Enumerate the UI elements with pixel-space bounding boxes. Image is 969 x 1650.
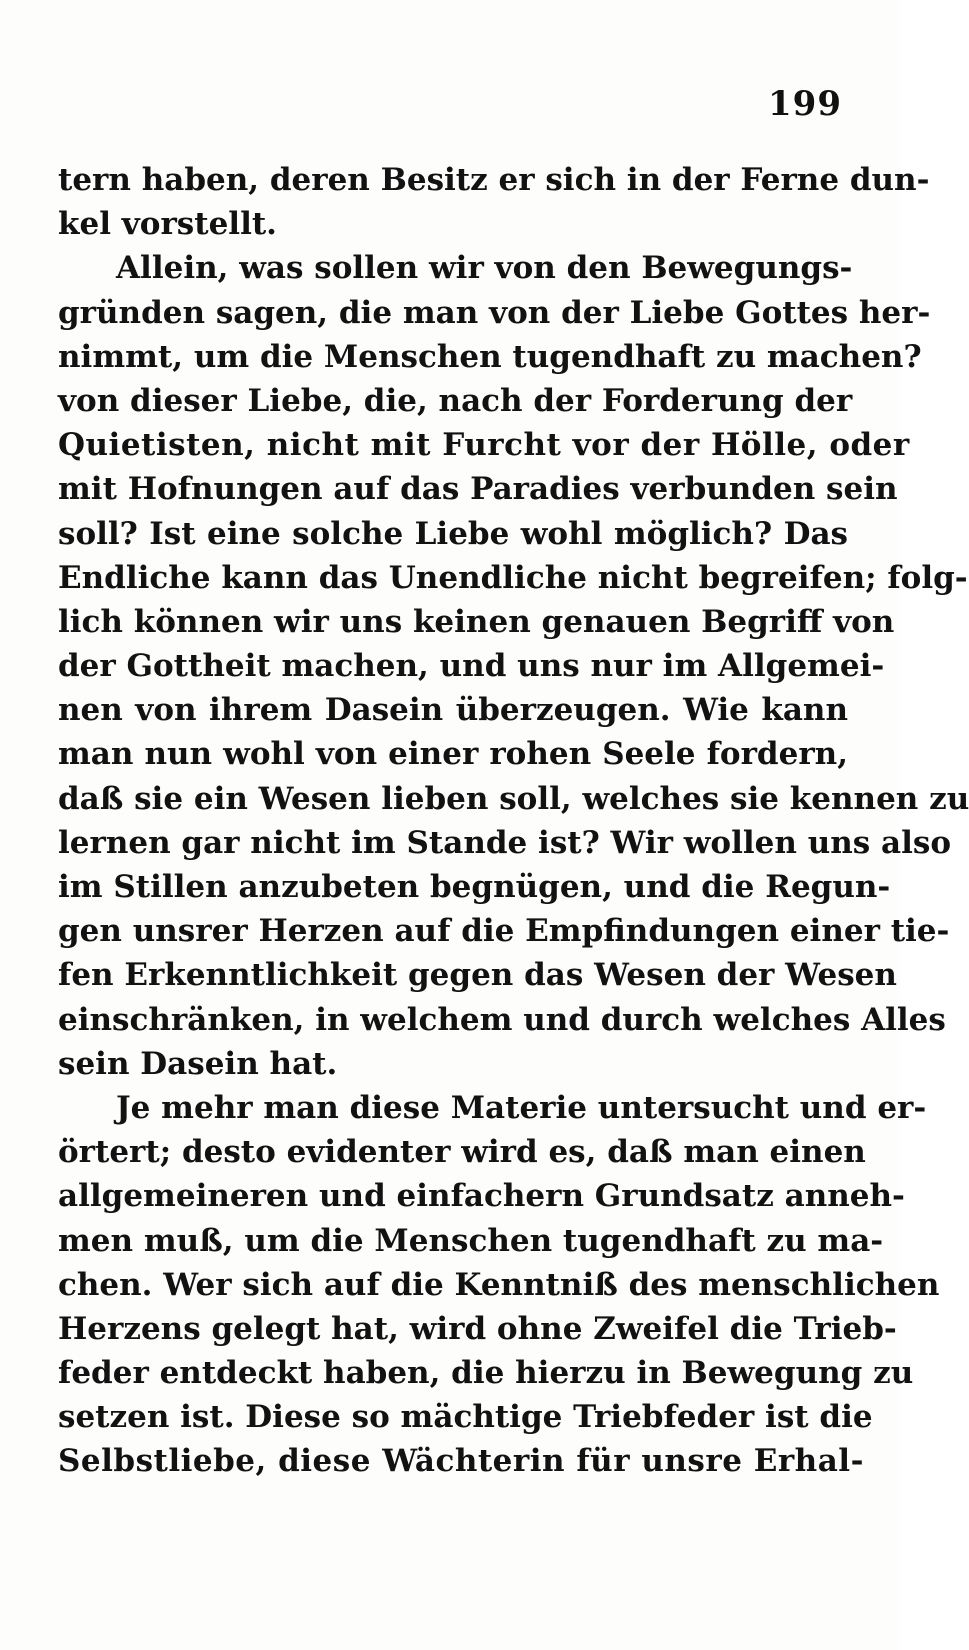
paragraph-start-line: Je mehr man diese Materie untersucht und er- xyxy=(116,1089,927,1126)
text-line: örtert; desto evidenter wird es, daß man einen xyxy=(58,1134,866,1171)
text-line: chen. Wer sich auf die Kenntniß des menschlichen xyxy=(58,1266,940,1303)
text-line: man nun wohl von einer rohen Seele fordern, xyxy=(58,736,848,773)
body-text xyxy=(58,158,969,1484)
text-line: im Stillen anzubeten begnügen, und die Regun- xyxy=(58,869,891,905)
text-line: daß sie ein Wesen lieben soll, welches sie kennen zu xyxy=(58,780,969,817)
paragraph-start-line: Allein, was sollen wir von den Bewegungs- xyxy=(116,250,853,287)
text-line: einschränken, in welchem und durch welches Alles xyxy=(58,1001,946,1038)
text-line: der Gottheit machen, und uns nur im Allgemei- xyxy=(58,648,885,685)
text-line: fen Erkenntlichkeit gegen das Wesen der Wesen xyxy=(58,957,897,994)
text-line: mit Hofnungen auf das Paradies verbunden sein xyxy=(58,471,898,508)
text-line: sein Dasein hat. xyxy=(58,1045,338,1082)
text-line: allgemeineren und einfachern Grundsatz anneh- xyxy=(58,1178,905,1215)
text-line: nen von ihrem Dasein überzeugen. Wie kann xyxy=(58,692,848,729)
text-line: Endliche kann das Unendliche nicht begreifen; folg- xyxy=(58,559,968,596)
text-line: Selbstliebe, diese Wächterin für unsre Erhal- xyxy=(58,1443,864,1480)
text-line: von dieser Liebe, die, nach der Forderung der xyxy=(58,382,853,419)
text-line: feder entdeckt haben, die hierzu in Bewegung zu xyxy=(58,1355,914,1392)
text-line: tern haben, deren Besitz er sich in der Ferne dun- xyxy=(58,162,930,198)
text-line: setzen ist. Diese so mächtige Triebfeder ist die xyxy=(58,1399,873,1436)
text-line: men muß, um die Menschen tugendhaft zu ma- xyxy=(58,1222,884,1259)
text-line: soll? Ist eine solche Liebe wohl möglich? Das xyxy=(58,515,848,552)
text-line: gen unsrer Herzen auf die Empfindungen einer tie- xyxy=(58,913,950,950)
text-line: Quietisten, nicht mit Furcht vor der Hölle, oder xyxy=(58,427,910,464)
text-line: nimmt, um die Menschen tugendhaft zu machen? xyxy=(58,338,922,375)
text-line: kel vorstellt. xyxy=(58,206,277,243)
text-line: lernen gar nicht im Stande ist? Wir wollen uns also xyxy=(58,824,952,861)
text-line: lich können wir uns keinen genauen Begriff von xyxy=(58,603,895,640)
text-line: Herzens gelegt hat, wird ohne Zweifel die Trieb- xyxy=(58,1310,897,1347)
page-number: 199 xyxy=(768,84,842,124)
text-line: gründen sagen, die man von der Liebe Gottes her- xyxy=(58,294,931,331)
